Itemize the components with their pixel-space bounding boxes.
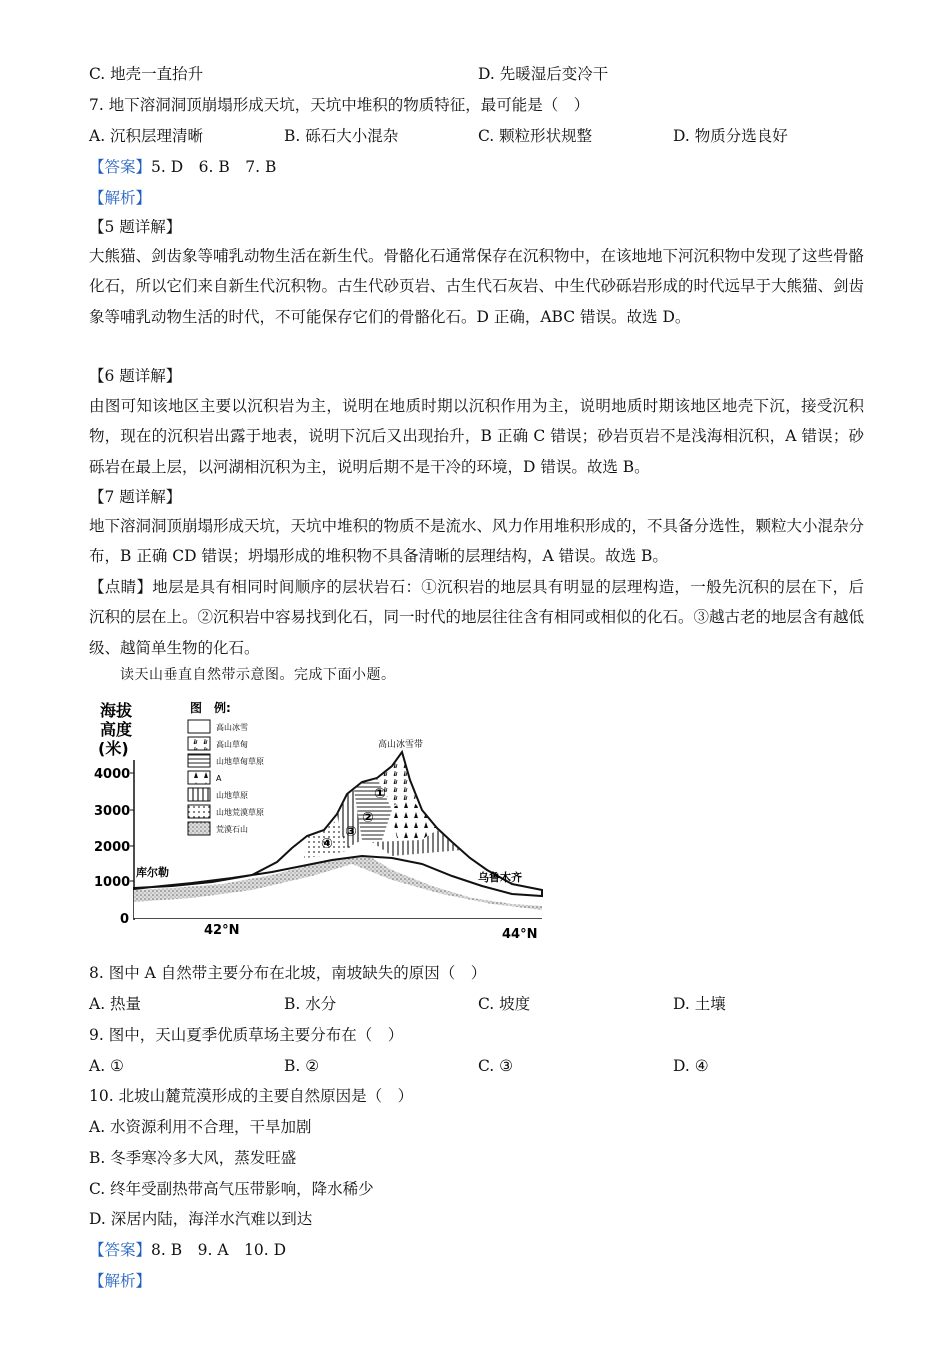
legend-swatch-meadow-steppe — [188, 754, 210, 767]
q5-detail-body: 大熊猫、剑齿象等哺乳动物生活在新生代。骨骼化石通常保存在沉积物中，在该地地下河沉积物中发现了这些骨骼化石，所以它们来自新生代沉积物。古生代砂页岩、古生代石灰岩、中生代砂砾岩形成的时代远早于大熊猫、剑齿象等哺乳动物生活的时代，不可能保存它们的骨骼化石。D 正确，ABC 错误。故选 D。 — [89, 247, 865, 326]
legend-swatch-mountain-steppe — [188, 788, 210, 801]
peak-label: 高山冰雪带 — [378, 740, 424, 750]
answer-text: 8. B 9. A 10. D — [151, 1241, 287, 1259]
q6-detail-body: 由图可知该地区主要以沉积岩为主，说明在地质时期以沉积作用为主，说明地质时期该地区地壳下沉，接受沉积物，现在的沉积岩出露于地表，说明下沉后又出现抬升，B 正确 C 错误；砂岩页岩不是浅海相沉积，A 错误；砂砾岩在最上层，以河湖相沉积为主，说明后期不是干冷的环境，D 错误。故选 B。 — [89, 397, 864, 476]
tip-paragraph — [89, 572, 864, 663]
right-city-label: 乌鲁木齐 — [478, 871, 522, 884]
legend-label: 山地草甸草原 — [216, 757, 264, 766]
legend-title: 图 例: — [190, 701, 231, 715]
zone-mark-1: ① — [374, 786, 386, 802]
q7-detail-heading: 【7 题详解】 — [89, 488, 182, 506]
q9-option-a: A. ① — [89, 1057, 124, 1075]
q10-option-b: B. 冬季寒冷多大风，蒸发旺盛 — [89, 1149, 297, 1167]
q10-option-d: D. 深居内陆，海洋水汽难以到达 — [89, 1210, 313, 1228]
y-tick-label: 0 — [120, 912, 130, 927]
q7-detail-body: 地下溶洞洞顶崩塌形成天坑，天坑中堆积的物质不是流水、风力作用堆积形成的，不具备分选性，颗粒大小混杂分布，B 正确 CD 错误；坍塌形成的堆积物不具备清晰的层理结构，A 错误。故选 B。 — [89, 517, 865, 566]
tip-body: 地层是具有相同时间顺序的层状岩石：①沉积岩的地层具有明显的层理构造，一般先沉积的层在下，后沉积的层在上。②沉积岩中容易找到化石，同一时代的地层往往含有相同或相似的化石。③越古老的地层含有越低级、越简单生物的化石。 — [89, 578, 865, 657]
q6-option-c: C. 地壳一直抬升 — [89, 65, 204, 83]
q9-stem: 9. 图中，天山夏季优质草场主要分布在（ ） — [89, 1026, 404, 1044]
zone-mark-4: ④ — [321, 836, 333, 852]
legend-swatch-snow — [188, 720, 210, 733]
analysis-tag-2: 【解析】 — [89, 1272, 152, 1290]
q7-option-c: C. 颗粒形状规整 — [478, 127, 593, 145]
y-axis-title-1: 海拔 — [100, 701, 133, 720]
zone-mark-3: ③ — [345, 824, 357, 840]
q10-stem: 10. 北坡山麓荒漠形成的主要自然原因是（ ） — [89, 1087, 414, 1105]
legend-swatch-desert-steppe — [188, 805, 210, 818]
q9-option-c: C. ③ — [478, 1057, 514, 1075]
legend-label: 高山草甸 — [216, 740, 248, 749]
y-tick-label: 4000 — [94, 767, 131, 782]
q7-option-b: B. 砾石大小混杂 — [284, 127, 399, 145]
y-axis-title-3: (米) — [98, 739, 129, 758]
left-city-label: 库尔勒 — [136, 866, 169, 879]
y-tick-label: 1000 — [94, 875, 131, 890]
legend-swatch-alpine-meadow — [188, 737, 210, 750]
legend-label: 荒漠石山 — [216, 825, 248, 834]
answer-tag: 【答案】 — [89, 158, 152, 176]
legend-swatch-a — [188, 771, 210, 784]
answer-tag: 【答案】 — [89, 1241, 152, 1259]
zone-mark-2: ② — [362, 810, 374, 826]
q7-option-a: A. 沉积层理清晰 — [89, 127, 204, 145]
legend-label: 山地荒漠草原 — [216, 808, 264, 817]
q10-option-c: C. 终年受副热带高气压带影响，降水稀少 — [89, 1180, 374, 1198]
q7-stem: 7. 地下溶洞洞顶崩塌形成天坑，天坑中堆积的物质特征，最可能是（ ） — [89, 96, 590, 114]
y-tick-label: 3000 — [94, 804, 131, 819]
q8-option-d: D. 土壤 — [673, 995, 726, 1013]
q9-option-b: B. ② — [284, 1057, 320, 1075]
q6-detail-heading: 【6 题详解】 — [89, 367, 182, 385]
q5-detail-heading: 【5 题详解】 — [89, 218, 182, 236]
x-tick-label-44n: 44°N — [502, 927, 538, 942]
tip-tag: 【点睛】 — [89, 578, 153, 596]
legend-label: A — [216, 774, 222, 783]
q10-option-a: A. 水资源利用不合理，干旱加剧 — [89, 1118, 312, 1136]
answer-line-2 — [89, 1240, 286, 1260]
q8-option-b: B. 水分 — [284, 995, 337, 1013]
q9-option-d: D. ④ — [673, 1057, 709, 1075]
legend-swatch-desert-stone — [188, 822, 210, 835]
analysis-tag-1: 【解析】 — [89, 189, 152, 207]
y-tick-label: 2000 — [94, 840, 131, 855]
legend-label: 高山冰雪 — [216, 723, 248, 732]
q6-option-d: D. 先暖湿后变冷干 — [478, 65, 609, 83]
answer-text: 5. D 6. B 7. B — [151, 158, 277, 176]
answer-line-1 — [89, 157, 276, 177]
q8-option-c: C. 坡度 — [478, 995, 531, 1013]
y-axis-title-2: 高度 — [100, 720, 133, 739]
figure-caption: 读天山垂直自然带示意图。完成下面小题。 — [120, 667, 396, 683]
q8-stem: 8. 图中 A 自然带主要分布在北坡，南坡缺失的原因（ ） — [89, 964, 487, 982]
legend — [188, 720, 264, 835]
x-tick-label-42n: 42°N — [204, 923, 240, 938]
legend-label: 山地草原 — [216, 791, 248, 800]
diagram-svg — [92, 690, 552, 952]
q7-option-d: D. 物质分选良好 — [673, 127, 788, 145]
q8-option-a: A. 热量 — [89, 995, 142, 1013]
tianshan-zone-diagram — [92, 690, 552, 952]
